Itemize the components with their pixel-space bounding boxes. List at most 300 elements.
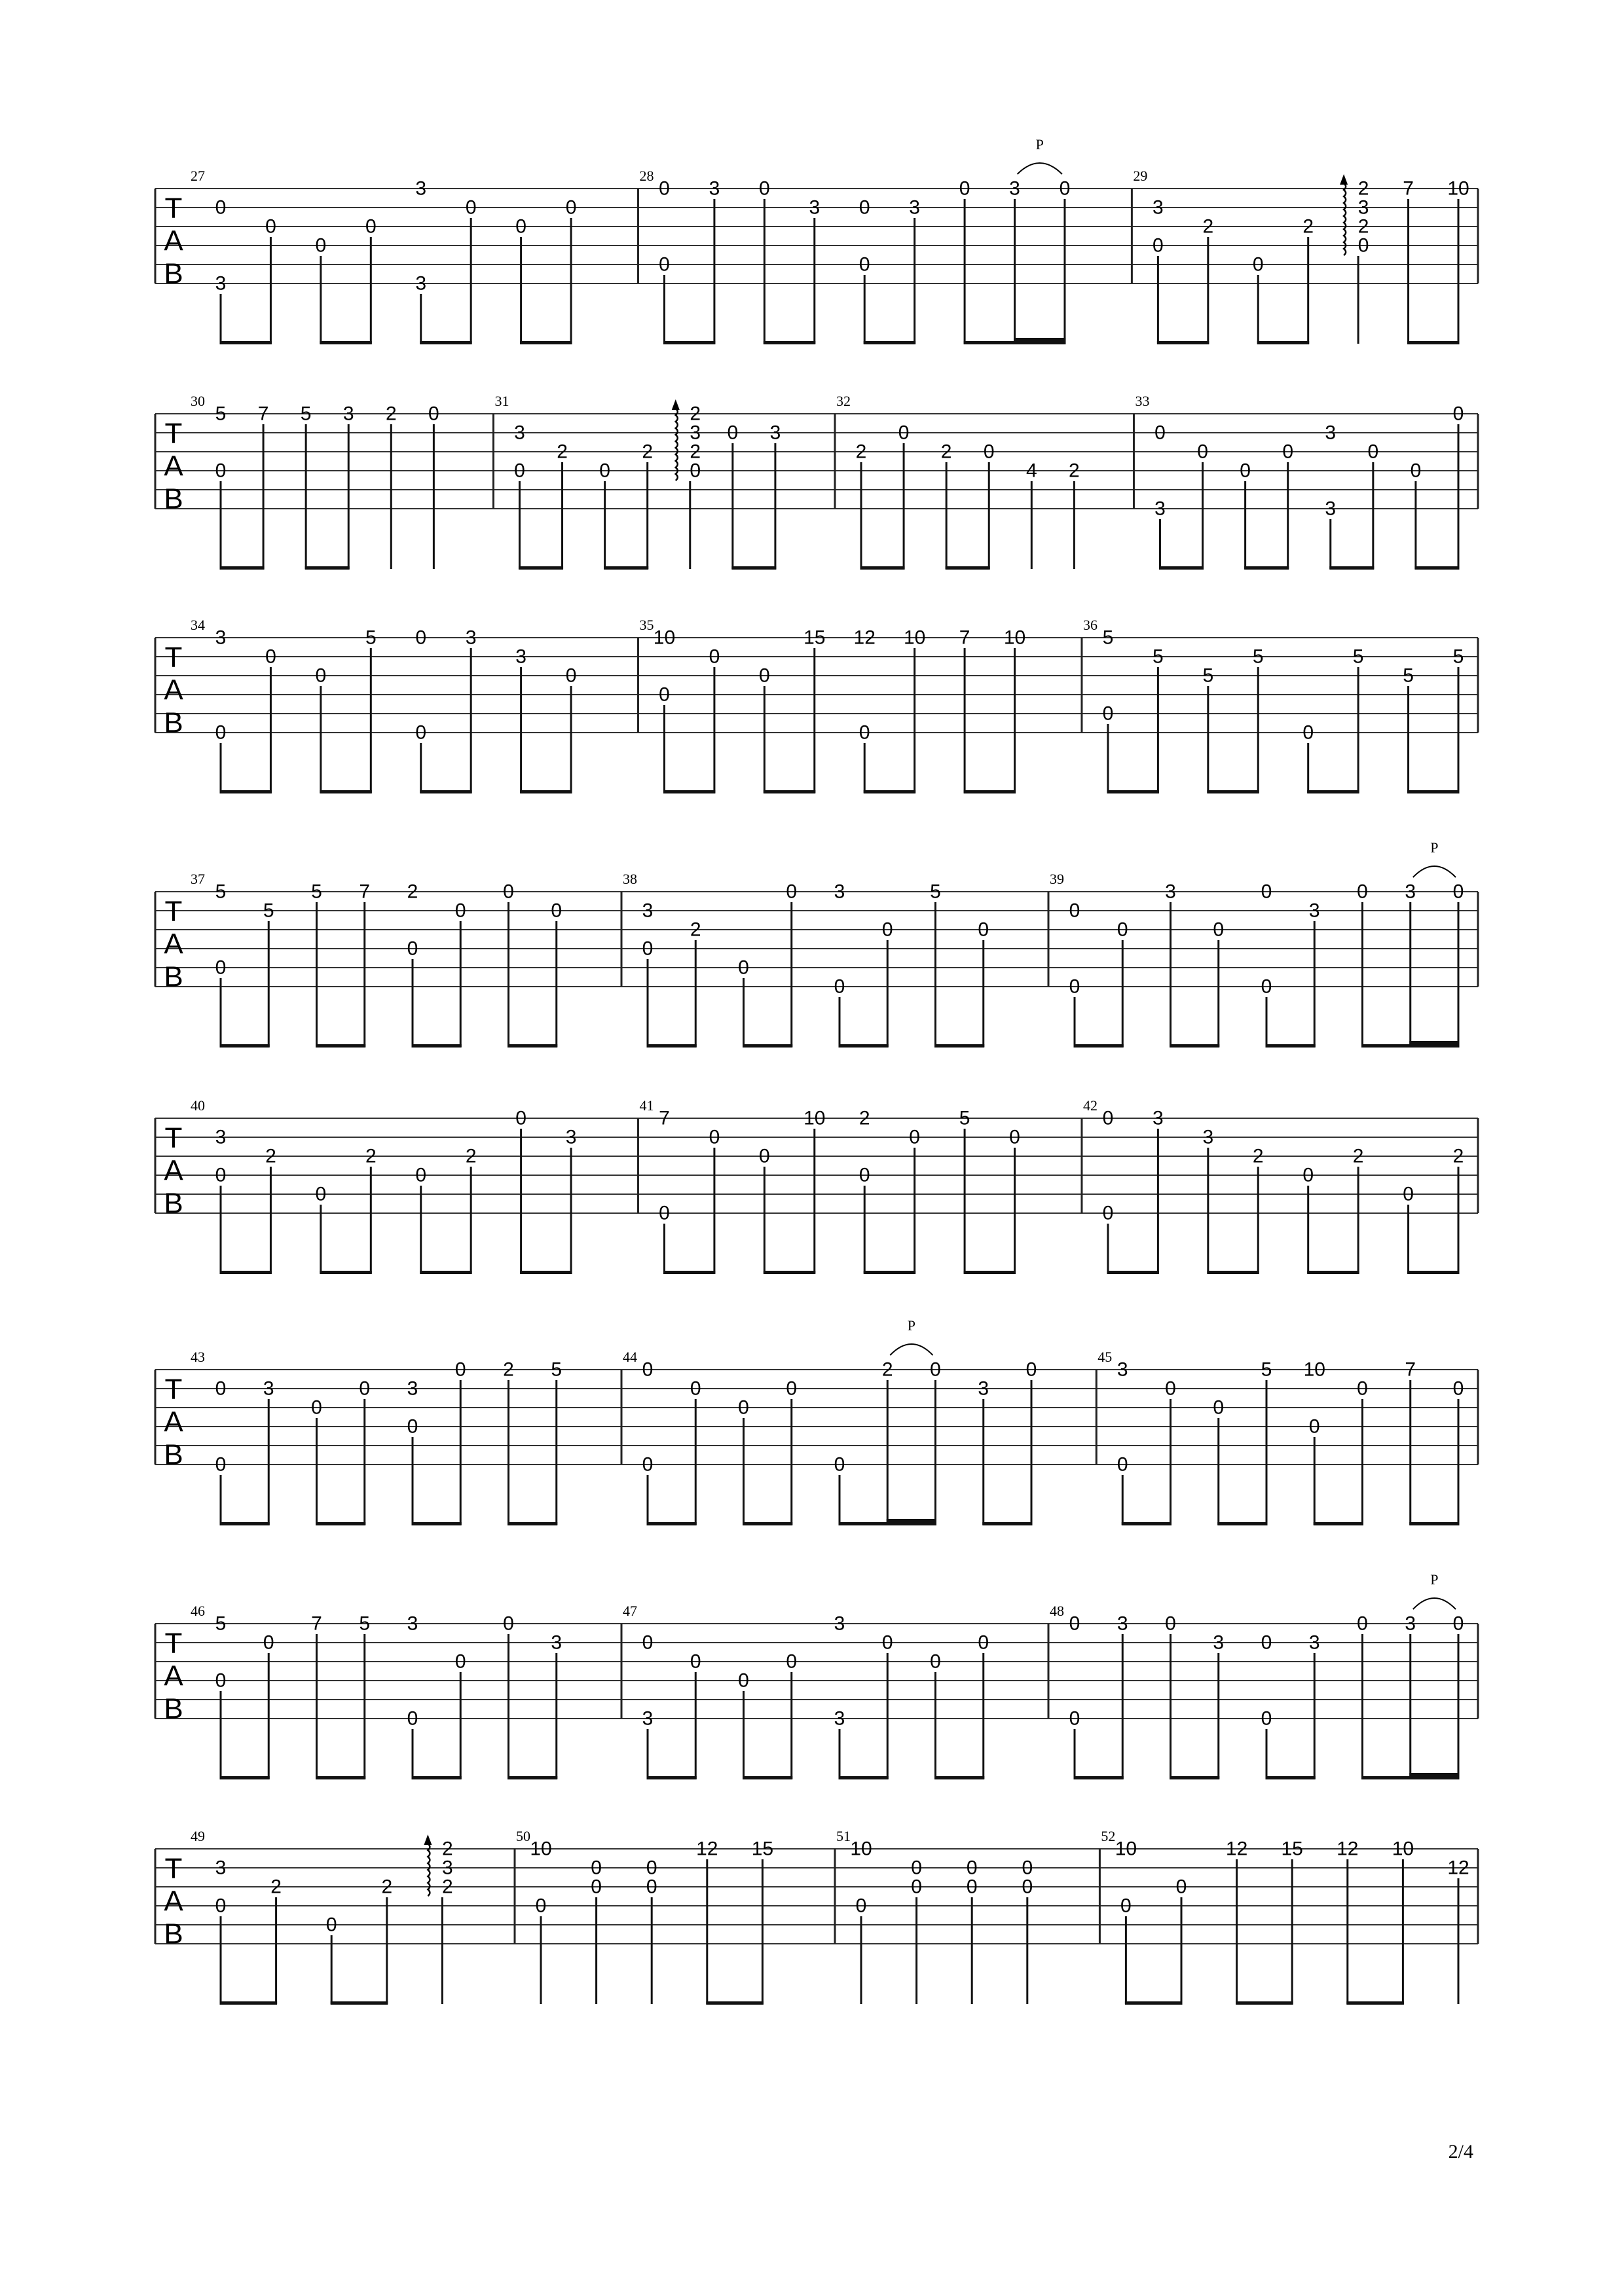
fret-number: 0 [454, 1358, 466, 1381]
fret-number: 0 [454, 1650, 466, 1673]
fret-number: 3 [834, 1613, 845, 1635]
note-beam [839, 1044, 889, 1048]
fret-number: 3 [978, 1377, 989, 1400]
note-beam [731, 566, 776, 570]
note-beam [934, 1776, 984, 1779]
fret-number: 0 [1403, 1183, 1414, 1205]
fret-number: 0 [265, 646, 276, 668]
fret-number: 5 [1153, 646, 1164, 668]
fret-number: 0 [1261, 975, 1272, 998]
fret-number: 0 [966, 1857, 978, 1879]
measure-number: 36 [1082, 617, 1098, 633]
fret-number: 3 [515, 646, 526, 668]
fret-number: 0 [898, 422, 910, 444]
fret-number: 3 [709, 177, 720, 200]
note-beam [706, 2001, 764, 2005]
fret-number: 0 [1410, 460, 1422, 482]
fret-number: 3 [565, 1126, 577, 1148]
pulloff-slur [1413, 866, 1456, 877]
fret-number: 12 [1447, 1857, 1469, 1879]
measure-number: 38 [623, 871, 637, 887]
fret-number: 0 [1213, 919, 1225, 941]
fret-number: 0 [1282, 441, 1294, 463]
fret-number: 0 [759, 177, 770, 200]
note-beam [1074, 1776, 1124, 1779]
note-beam [864, 1271, 915, 1274]
fret-number: 2 [940, 441, 952, 463]
fret-number: 5 [1252, 646, 1264, 668]
fret-number: 3 [769, 422, 781, 444]
fret-number: 5 [1102, 627, 1114, 649]
fret-number: 0 [1116, 919, 1128, 941]
fret-number: 3 [1153, 196, 1164, 219]
arpeggio-mark [676, 409, 678, 481]
fret-number: 0 [1025, 1358, 1037, 1381]
note-beam [320, 790, 371, 793]
note-beam [220, 1044, 270, 1048]
note-beam [887, 1519, 936, 1522]
fret-number: 0 [642, 1453, 654, 1476]
fret-number: 0 [642, 1358, 654, 1381]
fret-number: 0 [1102, 1107, 1114, 1129]
fret-number: 0 [1308, 1415, 1320, 1438]
fret-number: 0 [315, 1183, 327, 1205]
note-beam [1266, 1044, 1316, 1048]
fret-number: 3 [1357, 196, 1369, 219]
note-beam [764, 1271, 815, 1274]
fret-number: 2 [503, 1358, 514, 1381]
note-beam [1217, 1522, 1267, 1525]
fret-number: 0 [359, 1377, 371, 1400]
tab-clef-letter: B [164, 1187, 183, 1220]
fret-number: 10 [653, 627, 676, 649]
tab-clef-letter: B [164, 960, 183, 993]
note-beam [412, 1044, 462, 1048]
fret-number: 0 [659, 253, 670, 276]
fret-number: 10 [903, 627, 926, 649]
fret-number: 0 [1153, 234, 1164, 257]
note-beam [764, 341, 815, 344]
measure-number: 50 [516, 1828, 530, 1844]
tab-clef-letter: T [164, 1852, 183, 1885]
fret-number: 0 [659, 1202, 670, 1224]
fret-number: 3 [442, 1857, 453, 1879]
fret-number: 15 [751, 1838, 774, 1860]
fret-number: 0 [215, 957, 227, 979]
fret-number: 3 [1213, 1631, 1225, 1654]
fret-number: 0 [565, 196, 577, 219]
fret-number: 0 [1009, 1126, 1020, 1148]
fret-number: 0 [215, 196, 227, 219]
fret-number: 3 [809, 196, 821, 219]
fret-number: 0 [858, 196, 870, 219]
fret-number: 0 [646, 1876, 657, 1898]
measure-number: 51 [836, 1828, 851, 1844]
note-beam [864, 341, 915, 344]
measure-number: 48 [1050, 1603, 1064, 1619]
note-beam [1409, 1041, 1459, 1044]
fret-number: 2 [881, 1358, 893, 1381]
fret-number: 0 [690, 1377, 701, 1400]
fret-number: 0 [1357, 234, 1369, 257]
fret-number: 5 [1261, 1358, 1272, 1381]
note-beam [1414, 566, 1459, 570]
note-beam [647, 1776, 697, 1779]
measure-number: 28 [639, 168, 654, 184]
note-beam [316, 1522, 365, 1525]
fret-number: 2 [442, 1838, 453, 1860]
fret-number: 3 [1116, 1613, 1128, 1635]
fret-number: 12 [1225, 1838, 1248, 1860]
fret-number: 7 [257, 403, 269, 425]
fret-number: 3 [1405, 881, 1416, 903]
note-beam [1257, 341, 1309, 344]
fret-number: 0 [858, 1164, 870, 1186]
fret-number: 3 [415, 177, 427, 200]
note-beam [1409, 1522, 1459, 1525]
measure-number: 52 [1101, 1828, 1116, 1844]
fret-number: 3 [642, 900, 654, 922]
note-beam [1014, 338, 1065, 341]
fret-number: 5 [930, 881, 941, 903]
fret-number: 0 [465, 196, 477, 219]
fret-number: 0 [1452, 881, 1464, 903]
fret-number: 0 [738, 1669, 749, 1692]
fret-number: 3 [215, 1857, 227, 1879]
fret-number: 3 [834, 1707, 845, 1730]
fret-number: 7 [311, 1613, 322, 1635]
fret-number: 12 [853, 627, 876, 649]
note-beam [1074, 1044, 1124, 1048]
note-beam [964, 1271, 1016, 1274]
fret-number: 3 [1009, 177, 1020, 200]
fret-number: 5 [1202, 665, 1214, 687]
fret-number: 0 [1022, 1857, 1033, 1879]
pulloff-label: P [1035, 136, 1044, 153]
note-beam [663, 1271, 715, 1274]
fret-number: 0 [325, 1914, 337, 1936]
tab-clef-letter: T [164, 1627, 183, 1660]
fret-number: 0 [930, 1358, 941, 1381]
fret-number: 3 [215, 627, 227, 649]
note-beam [520, 1271, 572, 1274]
note-beam [507, 1776, 557, 1779]
fret-number: 0 [738, 1396, 749, 1419]
measure-number: 40 [191, 1097, 205, 1114]
fret-number: 5 [263, 900, 274, 922]
fret-number: 0 [1357, 1377, 1368, 1400]
arpeggio-mark [428, 1844, 430, 1896]
fret-number: 7 [1403, 177, 1414, 200]
measure-number: 31 [494, 393, 509, 409]
fret-number: 7 [359, 881, 371, 903]
note-beam [839, 1776, 889, 1779]
note-beam [320, 1271, 371, 1274]
page-number: 2/4 [1448, 2141, 1473, 2162]
fret-number: 0 [709, 1126, 720, 1148]
note-beam [1107, 1271, 1158, 1274]
fret-number: 3 [1308, 900, 1320, 922]
measure-number: 29 [1133, 168, 1148, 184]
fret-number: 0 [428, 403, 439, 425]
note-beam [604, 566, 648, 570]
tab-clef-letter: T [164, 641, 183, 674]
fret-number: 3 [551, 1631, 563, 1654]
note-beam [1236, 2001, 1293, 2005]
fret-number: 7 [659, 1107, 670, 1129]
fret-number: 5 [215, 403, 227, 425]
fret-number: 0 [265, 215, 276, 238]
tab-clef-letter: T [164, 417, 183, 450]
fret-number: 0 [659, 683, 670, 706]
pulloff-label: P [907, 1317, 915, 1334]
fret-number: 0 [759, 1145, 770, 1167]
note-beam [1266, 1776, 1316, 1779]
tab-clef-letter: B [164, 1918, 183, 1950]
fret-number: 0 [881, 1631, 893, 1654]
fret-number: 0 [690, 460, 701, 482]
note-beam [420, 1271, 471, 1274]
note-beam [1361, 1044, 1460, 1048]
fret-number: 12 [1337, 1838, 1359, 1860]
note-beam [316, 1776, 365, 1779]
fret-number: 0 [415, 721, 427, 744]
fret-number: 0 [311, 1396, 322, 1419]
fret-number: 3 [1325, 498, 1337, 520]
note-beam [320, 341, 371, 344]
fret-number: 0 [642, 1631, 654, 1654]
fret-number: 2 [690, 403, 701, 425]
fret-number: 0 [911, 1876, 922, 1898]
fret-number: 3 [263, 1377, 274, 1400]
fret-number: 0 [1197, 441, 1208, 463]
fret-number: 10 [530, 1838, 552, 1860]
note-beam [420, 341, 471, 344]
fret-number: 0 [909, 1126, 920, 1148]
note-beam [647, 1044, 697, 1048]
fret-number: 15 [1281, 1838, 1303, 1860]
fret-number: 0 [515, 1107, 526, 1129]
note-beam [1207, 790, 1259, 793]
note-beam [1244, 566, 1289, 570]
fret-number: 3 [1325, 422, 1337, 444]
tab-clef-letter: A [164, 225, 183, 257]
note-beam [1329, 566, 1374, 570]
note-beam [839, 1522, 937, 1525]
fret-number: 3 [415, 272, 427, 295]
fret-number: 0 [983, 441, 995, 463]
fret-number: 0 [215, 1669, 227, 1692]
fret-number: 3 [642, 1707, 654, 1730]
fret-number: 0 [1116, 1453, 1128, 1476]
fret-number: 2 [365, 1145, 377, 1167]
fret-number: 12 [696, 1838, 718, 1860]
fret-number: 0 [1059, 177, 1071, 200]
note-beam [420, 790, 471, 793]
fret-number: 0 [1252, 253, 1264, 276]
note-beam [520, 790, 572, 793]
note-beam [1122, 1522, 1172, 1525]
pulloff-slur [1413, 1598, 1456, 1609]
fret-number: 5 [215, 1613, 227, 1635]
pulloff-slur [890, 1344, 932, 1355]
note-beam [647, 1522, 697, 1525]
note-beam [1159, 566, 1204, 570]
fret-number: 2 [381, 1876, 393, 1898]
fret-number: 0 [365, 215, 377, 238]
fret-number: 0 [415, 1164, 427, 1186]
fret-number: 0 [1102, 702, 1114, 725]
fret-number: 0 [215, 1895, 227, 1917]
fret-number: 0 [978, 1631, 989, 1654]
fret-number: 0 [834, 1453, 845, 1476]
fret-number: 0 [727, 422, 739, 444]
note-beam [507, 1522, 557, 1525]
fret-number: 0 [503, 1613, 514, 1635]
note-beam [1157, 341, 1209, 344]
fret-number: 0 [1175, 1876, 1187, 1898]
fret-number: 3 [514, 422, 525, 444]
fret-number: 0 [1165, 1377, 1176, 1400]
fret-number: 0 [690, 1650, 701, 1673]
fret-number: 2 [557, 441, 568, 463]
note-beam [743, 1044, 792, 1048]
fret-number: 0 [515, 215, 526, 238]
arpeggio-arrow [1340, 174, 1348, 185]
note-beam [860, 566, 905, 570]
measure-number: 37 [191, 871, 205, 887]
fret-number: 3 [690, 422, 701, 444]
fret-number: 15 [803, 627, 826, 649]
fret-number: 3 [1202, 1126, 1214, 1148]
note-beam [1207, 1271, 1259, 1274]
fret-number: 0 [215, 1377, 227, 1400]
fret-number: 0 [1452, 1377, 1464, 1400]
tab-clef-letter: A [164, 928, 183, 960]
note-beam [220, 566, 265, 570]
fret-number: 2 [1357, 215, 1369, 238]
note-beam [220, 1522, 270, 1525]
tab-clef-letter: A [164, 1885, 183, 1918]
fret-number: 0 [1367, 441, 1379, 463]
fret-number: 2 [855, 441, 867, 463]
measure-number: 33 [1135, 393, 1150, 409]
fret-number: 3 [407, 1613, 418, 1635]
note-beam [507, 1044, 557, 1048]
note-beam [1361, 1776, 1460, 1779]
measure-number: 39 [1050, 871, 1064, 887]
tab-clef-letter: T [164, 1121, 183, 1154]
fret-number: 0 [1261, 881, 1272, 903]
note-beam [743, 1776, 792, 1779]
fret-number: 0 [709, 646, 720, 668]
fret-number: 0 [215, 1453, 227, 1476]
note-beam [305, 566, 350, 570]
fret-number: 7 [1405, 1358, 1416, 1381]
fret-number: 0 [966, 1876, 978, 1898]
fret-number: 5 [1352, 646, 1364, 668]
note-beam [663, 341, 715, 344]
fret-number: 0 [1452, 403, 1464, 425]
fret-number: 0 [1120, 1895, 1132, 1917]
fret-number: 2 [1352, 1145, 1364, 1167]
tab-clef-letter: A [164, 1406, 183, 1438]
fret-number: 10 [1003, 627, 1026, 649]
note-beam [1314, 1522, 1363, 1525]
note-beam [743, 1522, 792, 1525]
fret-number: 0 [1261, 1631, 1272, 1654]
fret-number: 3 [834, 881, 845, 903]
fret-number: 0 [738, 957, 749, 979]
arpeggio-arrow [424, 1834, 432, 1845]
fret-number: 3 [465, 627, 477, 649]
fret-number: 0 [315, 665, 327, 687]
fret-number: 0 [911, 1857, 922, 1879]
fret-number: 5 [311, 881, 322, 903]
fret-number: 2 [858, 1107, 870, 1129]
measure-number: 32 [836, 393, 851, 409]
fret-number: 5 [1403, 665, 1414, 687]
fret-number: 5 [959, 1107, 970, 1129]
fret-number: 5 [215, 881, 227, 903]
fret-number: 0 [407, 1415, 418, 1438]
fret-number: 0 [215, 721, 227, 744]
fret-number: 0 [263, 1631, 274, 1654]
measure-number: 43 [191, 1349, 205, 1365]
measure-number: 34 [191, 617, 205, 633]
fret-number: 3 [1405, 1613, 1416, 1635]
fret-number: 0 [535, 1895, 547, 1917]
fret-number: 2 [1452, 1145, 1464, 1167]
fret-number: 0 [1240, 460, 1251, 482]
fret-number: 0 [591, 1857, 602, 1879]
fret-number: 0 [1102, 1202, 1114, 1224]
arpeggio-arrow [672, 399, 680, 410]
note-beam [1409, 1773, 1459, 1776]
fret-number: 0 [959, 177, 970, 200]
fret-number: 2 [690, 919, 701, 941]
fret-number: 0 [659, 177, 670, 200]
note-beam [1407, 1271, 1459, 1274]
fret-number: 0 [1357, 881, 1368, 903]
fret-number: 3 [1154, 498, 1166, 520]
fret-number: 5 [551, 1358, 563, 1381]
fret-number: 4 [1025, 460, 1037, 482]
fret-number: 0 [591, 1876, 602, 1898]
fret-number: 10 [850, 1838, 872, 1860]
fret-number: 5 [365, 627, 377, 649]
note-beam [220, 2001, 278, 2005]
tab-clef-letter: B [164, 1692, 183, 1725]
measure-number: 46 [191, 1603, 205, 1619]
fret-number: 2 [1252, 1145, 1264, 1167]
fret-number: 0 [1165, 1613, 1176, 1635]
fret-number: 7 [959, 627, 970, 649]
fret-number: 0 [642, 938, 654, 960]
fret-number: 0 [1069, 900, 1080, 922]
note-beam [1407, 341, 1459, 344]
fret-number: 0 [1213, 1396, 1225, 1419]
fret-number: 10 [803, 1107, 826, 1129]
note-beam [1170, 1044, 1219, 1048]
fret-number: 0 [1302, 1164, 1314, 1186]
fret-number: 2 [270, 1876, 282, 1898]
note-beam [412, 1522, 462, 1525]
note-beam [964, 790, 1016, 793]
fret-number: 2 [465, 1145, 477, 1167]
fret-number: 2 [642, 441, 654, 463]
note-beam [1307, 790, 1359, 793]
